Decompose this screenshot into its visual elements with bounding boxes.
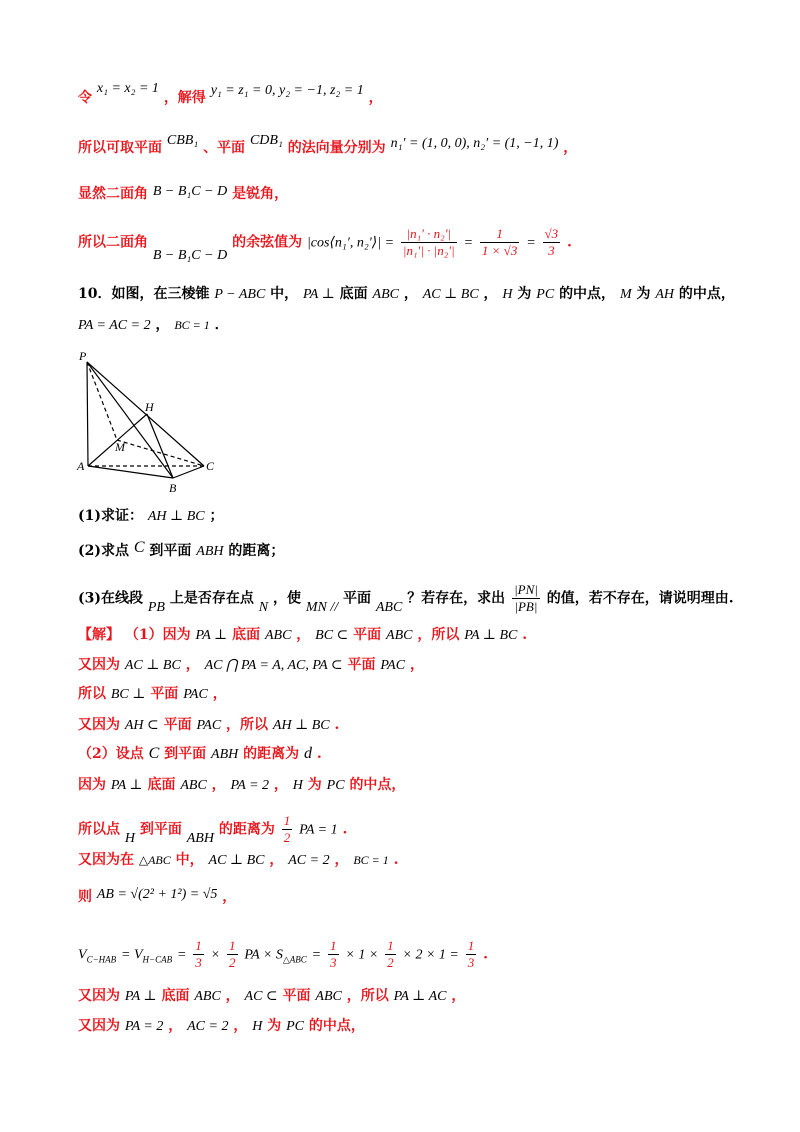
text: ； — [209, 508, 224, 524]
math: BC ⊂ — [315, 628, 349, 643]
solution-line-1 — [78, 81, 383, 109]
text: ， — [451, 988, 466, 1004]
text: 的余弦值为 — [232, 234, 303, 251]
fraction: $\frac{\text{|n₁′ · n₂′|}}{\text{|n₁′| · |n₂′|}}$ — [402, 226, 455, 258]
math: PA = AC = 2 — [78, 318, 151, 333]
edge-PB — [87, 362, 173, 478]
fraction: $\frac{1}{3}$ — [467, 938, 475, 970]
text: 底面 — [232, 627, 261, 643]
math: AH ⊥ BC — [147, 509, 205, 524]
solution-step-1 — [78, 625, 527, 646]
text: ，解得 — [163, 90, 206, 106]
text: 所以二面角 — [78, 234, 148, 251]
problem-10-line-1 — [78, 284, 735, 305]
fraction: $\frac{|PN|}{|PB|}$ — [514, 582, 538, 614]
text: ， — [155, 317, 170, 333]
problem-10-line-2 — [78, 315, 229, 336]
math: AC ⊂ — [244, 989, 278, 1004]
solution-step-3 — [78, 684, 227, 705]
segment-HB — [147, 414, 173, 478]
text: 平面 — [163, 717, 192, 733]
math: PA ⊥ AC — [393, 989, 447, 1004]
math: ABC — [180, 778, 207, 793]
text: . — [567, 234, 572, 251]
text: . — [342, 821, 348, 838]
math: AC ⊥ BC — [422, 287, 479, 302]
solution-step-12 — [78, 1016, 365, 1037]
fraction: $\frac{1}{3}$ — [195, 938, 202, 970]
math: PA = 1 — [299, 822, 338, 838]
plane-label: CBB₁ — [166, 133, 199, 148]
text: ， — [225, 988, 240, 1004]
text: ， — [368, 90, 383, 106]
math: PAC — [196, 718, 222, 733]
text: ， — [409, 657, 424, 673]
text: （1）因为 — [124, 627, 191, 643]
solution-step-10 — [78, 938, 488, 971]
edge-PC — [87, 362, 204, 466]
fraction: $\frac{1}{2}$ — [283, 813, 291, 845]
text: 平面 — [347, 657, 376, 673]
plane-label: CDB₁ — [249, 133, 283, 148]
math: = — [176, 947, 187, 963]
math: PAC — [183, 687, 208, 702]
math: d — [304, 745, 313, 762]
math: AB = √(2² + 1²) = √5 — [96, 887, 218, 902]
math: PC — [536, 287, 555, 302]
math: H — [292, 778, 303, 793]
math: ABH — [211, 747, 239, 762]
math: ABH — [186, 830, 214, 846]
text: 的中点， — [678, 286, 735, 302]
math: ABC — [386, 628, 413, 643]
equation: x₁ = x₂ = 1 — [96, 81, 159, 96]
text: 为 — [636, 286, 651, 302]
math: AC = 2 — [187, 1019, 229, 1034]
solution-step-8 — [78, 850, 399, 871]
text: 平面 — [342, 590, 371, 607]
text: 又因为 — [78, 717, 120, 733]
solution-line-4 — [78, 226, 572, 263]
text: 底面 — [339, 286, 368, 302]
math: AC ⊥ BC — [208, 853, 265, 868]
dihedral-angle: B − B₁C − D — [152, 247, 228, 263]
math: ABC — [315, 989, 342, 1004]
math: △ABC — [138, 853, 171, 867]
text: ？若存在，求出 — [407, 590, 506, 607]
solution-tag: 【解】 — [78, 627, 120, 643]
question-3 — [78, 582, 734, 615]
math: ABC — [264, 628, 292, 643]
text: 所以可取平面 — [78, 140, 162, 156]
text: 的中点， — [559, 286, 616, 302]
text: 的距离为 — [243, 746, 300, 762]
text: (2)求点 — [78, 543, 129, 559]
math: AH ⊥ BC — [272, 718, 330, 733]
fraction: $\frac{1}{2}$ — [387, 938, 394, 970]
text: 的值，若不存在，请说明理由. — [546, 590, 734, 607]
equals: = — [463, 235, 474, 251]
question-1 — [78, 506, 223, 527]
text: 中， — [175, 852, 204, 868]
text: 又因为 — [78, 1018, 120, 1034]
text: 底面 — [147, 777, 176, 793]
fraction: $\frac{√3}{3}$ — [544, 226, 559, 258]
text: 的中点， — [349, 777, 406, 793]
text: . — [393, 852, 399, 868]
math: ABC — [375, 599, 403, 615]
math: BC ⊥ — [110, 687, 146, 702]
text: 为 — [307, 777, 322, 793]
text: 平面 — [150, 686, 179, 702]
text: 所以 — [78, 686, 106, 702]
text: ，所以 — [346, 988, 389, 1004]
text: ， — [185, 657, 200, 673]
math: BC = 1 — [174, 318, 210, 332]
math: C — [133, 539, 145, 556]
equation: y₁ = z₁ = 0, y₂ = −1, z₂ = 1 — [210, 83, 364, 98]
edge-AB — [88, 466, 173, 478]
text: 令 — [78, 90, 92, 106]
text: . — [334, 717, 340, 733]
text: . — [316, 746, 322, 762]
math: M — [619, 287, 632, 302]
text: ， — [269, 852, 284, 868]
math: P − ABC — [214, 287, 266, 302]
label-B: B — [169, 481, 177, 495]
edge-BC — [173, 466, 204, 478]
math: PB — [147, 599, 165, 615]
subscript: C−HAB — [86, 954, 117, 965]
solution-line-2 — [78, 133, 578, 159]
math: N — [258, 599, 269, 615]
text: ，所以 — [226, 717, 269, 733]
math: PA = 2 — [124, 1019, 164, 1034]
subscript: △ABC — [282, 954, 307, 965]
math: × — [210, 947, 221, 963]
text: . — [483, 946, 488, 963]
solution-step-11 — [78, 986, 465, 1007]
text: 又因为 — [78, 988, 120, 1004]
label-A: A — [77, 459, 85, 473]
math: H — [252, 1019, 263, 1034]
math: AH — [655, 287, 675, 302]
text: ， — [296, 627, 311, 643]
solution-step-9 — [78, 887, 236, 908]
fraction: $\frac{1}{1 \times √3}$ — [481, 226, 518, 258]
solution-step-7 — [78, 813, 347, 846]
text: . — [522, 627, 528, 643]
text: 平面 — [282, 988, 311, 1004]
math: H — [502, 287, 513, 302]
dihedral-angle: B − B₁C − D — [152, 184, 228, 199]
text: 10．如图，在三棱锥 — [78, 286, 210, 302]
math: PA × S — [244, 947, 283, 963]
text: 中， — [270, 286, 299, 302]
math: AC = 2 — [288, 853, 330, 868]
text: ， — [483, 286, 498, 302]
text: 又因为 — [78, 657, 120, 673]
text: 平面 — [353, 627, 382, 643]
text: (3)在线段 — [78, 590, 143, 607]
math: × 1 × — [345, 947, 379, 963]
text: ， — [403, 286, 418, 302]
text: 显然二面角 — [78, 186, 148, 202]
math: PC — [326, 778, 345, 793]
text: 所以点 — [78, 821, 120, 838]
text: （2）设点 — [78, 746, 144, 762]
fraction: $\frac{1}{2}$ — [229, 938, 236, 970]
solution-step-5 — [78, 744, 322, 765]
label-H: H — [145, 400, 154, 414]
fraction: $\frac{1}{3}$ — [330, 938, 337, 970]
text: 又因为在 — [78, 852, 134, 868]
solution-step-6 — [78, 775, 405, 796]
text: 为 — [517, 286, 532, 302]
text: 为 — [267, 1018, 282, 1034]
math: PA = 2 — [230, 778, 270, 793]
label-M: M — [115, 440, 125, 454]
segment-PM — [87, 362, 117, 440]
math: PA ⊥ — [195, 628, 228, 643]
math: = V — [121, 947, 143, 963]
text: ， — [233, 1018, 248, 1034]
normal-vectors: n₁′ = (1, 0, 0), n₂′ = (1, −1, 1) — [390, 136, 559, 151]
math: PC — [286, 1019, 304, 1034]
math: AC ⋂ PA = A, AC, PA ⊂ — [204, 658, 343, 673]
text: (1)求证： — [78, 508, 143, 524]
math: ABC — [372, 287, 399, 302]
text: 因为 — [78, 777, 106, 793]
label-C: C — [206, 459, 215, 473]
math: × 2 × 1 = — [402, 947, 459, 963]
text: 上是否存在点 — [169, 590, 254, 607]
math: AH ⊂ — [124, 718, 159, 733]
text: 的法向量分别为 — [287, 140, 386, 156]
text: 底面 — [161, 988, 190, 1004]
math: PA ⊥ — [303, 287, 335, 302]
math: = — [311, 947, 322, 963]
text: ，使 — [272, 590, 301, 607]
solution-step-4 — [78, 715, 339, 736]
text: ， — [211, 777, 226, 793]
math: PA ⊥ — [124, 989, 157, 1004]
text: ， — [212, 686, 227, 702]
text: 的距离； — [228, 543, 285, 559]
text: ， — [334, 852, 349, 868]
pyramid-figure — [75, 348, 225, 496]
text: ， — [563, 140, 578, 156]
solution-step-2 — [78, 655, 424, 676]
label-P: P — [79, 349, 87, 363]
equals: = — [526, 235, 536, 251]
math: H — [124, 830, 135, 846]
math: PA ⊥ — [110, 778, 143, 793]
text: 的中点， — [308, 1018, 365, 1034]
edge-PA — [87, 362, 88, 466]
math: C — [148, 745, 160, 762]
math: ABH — [196, 544, 224, 559]
math: BC = 1 — [353, 853, 389, 867]
math: ABC — [194, 989, 221, 1004]
math: PA ⊥ BC — [464, 628, 518, 643]
text: 的距离为 — [218, 821, 275, 838]
text: 是锐角， — [232, 186, 289, 202]
text: 到平面 — [164, 746, 207, 762]
text: ． — [214, 317, 229, 333]
math: PAC — [380, 658, 406, 673]
text: 则 — [78, 889, 92, 905]
math: MN // — [305, 599, 339, 615]
math: AC ⊥ BC — [124, 658, 181, 673]
text: ，所以 — [417, 627, 460, 643]
text: 到平面 — [149, 543, 192, 559]
text: 到平面 — [139, 821, 182, 838]
text: ， — [273, 777, 288, 793]
question-2 — [78, 541, 284, 562]
math: V — [78, 947, 87, 963]
cosine-expression: |cos⟨n₁′, n₂′⟩| = — [306, 235, 395, 251]
solution-line-3 — [78, 184, 288, 205]
text: 、平面 — [203, 140, 246, 156]
text: ， — [222, 889, 237, 905]
text: ， — [168, 1018, 183, 1034]
subscript: H−CAB — [142, 954, 173, 965]
